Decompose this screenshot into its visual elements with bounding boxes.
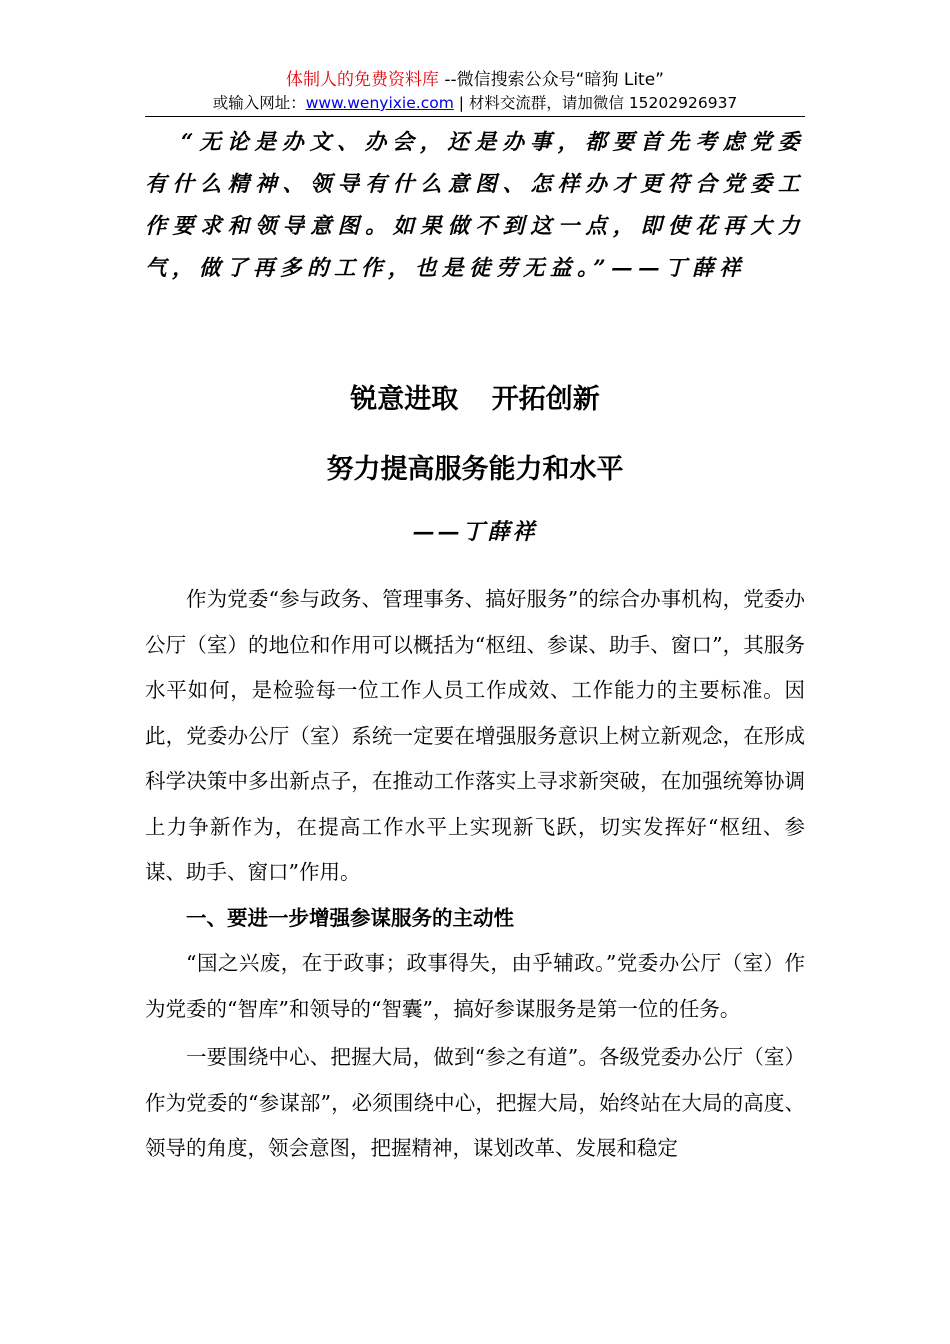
title-line-1: 锐意进取 开拓创新 <box>350 384 600 415</box>
header-line-1 <box>0 68 950 92</box>
header-line-2 <box>0 92 950 114</box>
article-body <box>145 577 805 1172</box>
header-contact: | 材料交流群，请加微信 15202926937 <box>453 94 738 112</box>
title-author: ——丁薛祥 <box>412 519 538 545</box>
page-header <box>0 68 950 114</box>
header-wechat: --微信搜索公众号“暗狗 Lite” <box>438 70 664 90</box>
paragraph-3: 一要围绕中心、把握大局，做到“参之有道”。各级党委办公厅（室）作为党委的“参谋部”，必须围绕中心，把握大局，始终站在大局的高度、领导的角度，领会意图，把握精神，谋划改革、发展和稳定 <box>145 1045 805 1160</box>
paragraph-1: 作为党委“参与政务、管理事务、搞好服务”的综合办事机构，党委办公厅（室）的地位和作用可以概括为“枢纽、参谋、助手、窗口”，其服务水平如何，是检验每一位工作人员工作成效、工作能力的主要标准。因此，党委办公厅（室）系统一定要在增强服务意识上树立新观念，在形成科学决策中多出新点子，在推动工作落实上寻求新突破，在加强统筹协调上力争新作为，在提高工作水平上实现新飞跃，切实发挥好“枢纽、参谋、助手、窗口”作用。 <box>145 587 805 884</box>
header-brand: 体制人的免费资料库 <box>285 70 439 90</box>
title-line-2: 努力提高服务能力和水平 <box>326 454 624 485</box>
epigraph-quote: “无论是办文、办会，还是办事，都要首先考虑党委有什么精神、领导有什么意图、怎样办才更符合党委工作要求和领导意图。如果做不到这一点，即使花再大力气，做了再多的工作，也是徒劳无益。”——丁薛祥 <box>145 130 805 281</box>
header-url-link[interactable]: www.wenyixie.com <box>305 94 454 112</box>
paragraph-2: “国之兴废，在于政事；政事得失，由乎辅政。”党委办公厅（室）作为党委的“智库”和领导的“智囊”，搞好参谋服务是第一位的任务。 <box>145 951 805 1021</box>
header-divider <box>145 116 805 117</box>
header-url-prefix: 或输入网址： <box>212 94 306 112</box>
section-heading-1: 一、要进一步增强参谋服务的主动性 <box>186 905 514 930</box>
